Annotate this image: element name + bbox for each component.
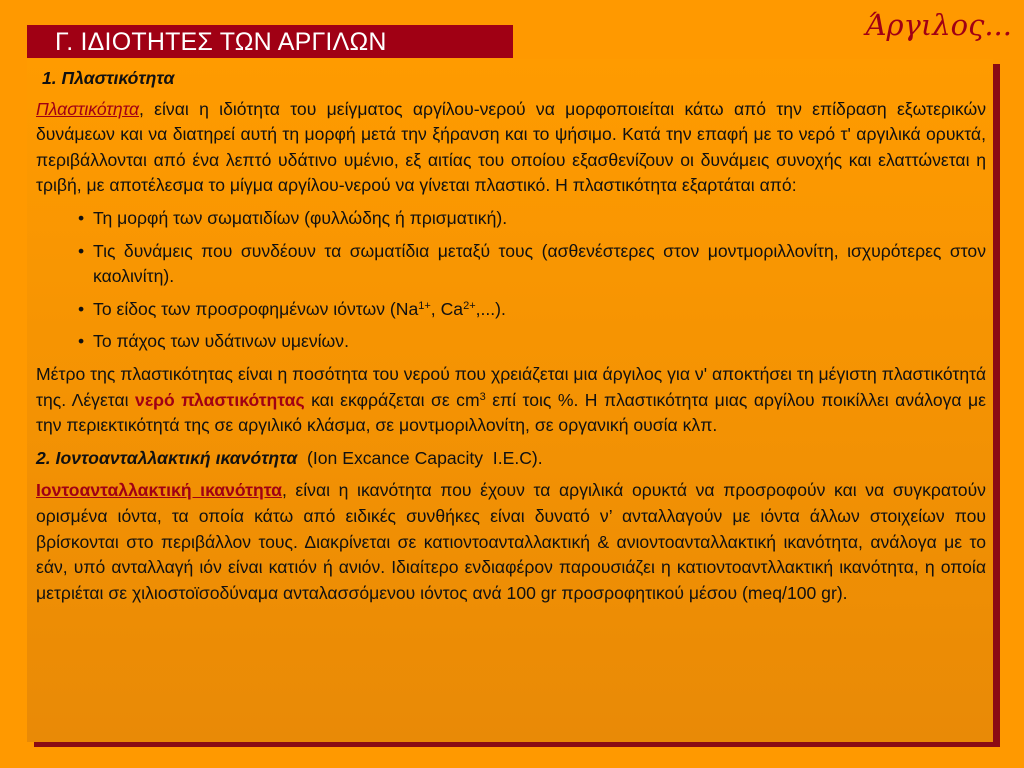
iec-heading-title: 2. Ιοντοανταλλακτική ικανότητα [36, 447, 298, 468]
plasticity-term: Πλαστικότητα [36, 98, 139, 119]
iec-term: Ιοντοανταλλακτική ικανότητα [36, 480, 282, 501]
bullet-marker: • [78, 240, 85, 261]
ca-charge: 2+ [463, 299, 476, 312]
ion-text-mid: , Ca [430, 298, 464, 319]
measure-text-mid: και εκφράζεται σε cm [304, 389, 480, 410]
bullet-marker: • [78, 331, 85, 352]
content-text [36, 66, 986, 613]
iec-heading-suffix: (Ion Excance Capacity I.E.C). [297, 447, 543, 468]
measure-text-post: επί τοις %. Η πλαστικότητα μιας αργίλου ποικίλλει ανάλογα με την περιεκτικότητά της σε αργιλικό κλάσμα, σε μοντμοριλλονίτη, σε οργανική ουσία κλπ. [36, 389, 986, 436]
ion-text-post: ,...). [475, 298, 506, 319]
plasticity-definition-text: , είναι η ιδιότητα του μείγματος αργίλου-νερού να μορφοποιείται κάτω από την επίδραση εξωτερικών δυνάμεων και να διατηρεί αυτή τη μορφή μετά την ξήρανση και το ψήσιμο. Κατά την επαφή με το νερό τ' αργιλικά ορυκτά, περιβάλλονται από ένα λεπτό υδάτινο υμένιο, εξ αιτίας του οποίου εξασθενίζουν οι δυνάμεις συνοχής και ελαττώνεται η τριβή, με αποτέλεσμα το μίγμα αργίλου-νερού να γίνεται πλαστικό. Η πλαστικότητα εξαρτάται από: [36, 98, 986, 196]
iec-heading [36, 446, 986, 472]
content-box [27, 59, 993, 742]
bullet-item [78, 206, 986, 232]
bullet-item [78, 239, 986, 290]
bullet-marker: • [78, 298, 85, 319]
plasticity-definition [36, 97, 986, 199]
iec-definition [36, 478, 986, 606]
bullet-item [78, 297, 986, 323]
plasticity-water-term: νερό πλαστικότητας [135, 389, 305, 410]
plasticity-measure [36, 362, 986, 439]
iec-definition-text: , είναι η ικανότητα που έχουν τα αργιλικά ορυκτά να προσροφούν και να συγκρατούν ορισμένα ιόντα, τα οποία κάτω από ειδικές συνθήκες είναι δυνατό ν’ ανταλλαγούν με ιόντα άλλων στοιχείων που βρίσκονται στο περιβάλλον τους. Διακρίνεται σε κατιοντοανταλλακτική & ανιοντοανταλλακτική ικανότητα, ανάλογα με το εάν, υπό ανταλλαγή ιόν είναι κατιόν ή ανιόν. Ιδιαίτερο ενδιαφέρον παρουσιάζει η κατιοντοαντλλακτική ικανότητα, η οποία μετριέται σε χιλιοστοϊσοδύναμα ανταλασσόμενου ιόντος ανά 100 gr προσροφητικού μέσου (meq/100 gr). [36, 480, 986, 603]
bullet-text [93, 297, 986, 323]
measure-text-pre: Μέτρο της πλαστικότητας είναι η ποσότητα του νερού που χρειάζεται μια άργιλος για ν' αποκτήσει τη μέγιστη πλαστικότητά της. Λέγεται [36, 363, 986, 410]
bullet-marker: • [78, 207, 85, 228]
bullet-text: Τη μορφή των σωματιδίων (φυλλώδης ή πρισματική). [93, 207, 508, 228]
bullet-item [78, 329, 986, 355]
na-charge: 1+ [418, 299, 431, 312]
corner-title: Άργιλος... [865, 8, 1012, 42]
cm-exponent: 3 [479, 390, 486, 403]
section-title: Γ. ΙΔΙΟΤΗΤΕΣ ΤΩΝ ΑΡΓΙΛΩΝ [55, 28, 387, 56]
ion-text-pre: Το είδος των προσροφημένων ιόντων (Na [93, 298, 419, 319]
bullet-text: Το πάχος των υδάτινων υμενίων. [93, 331, 349, 352]
bullet-text: Τις δυνάμεις που συνδέουν τα σωματίδια μεταξύ τους (ασθενέστερες στον μοντμοριλλονίτη, ισχυρότερες στον καολινίτη). [93, 240, 986, 287]
plasticity-heading: 1. Πλαστικότητα [42, 68, 175, 88]
